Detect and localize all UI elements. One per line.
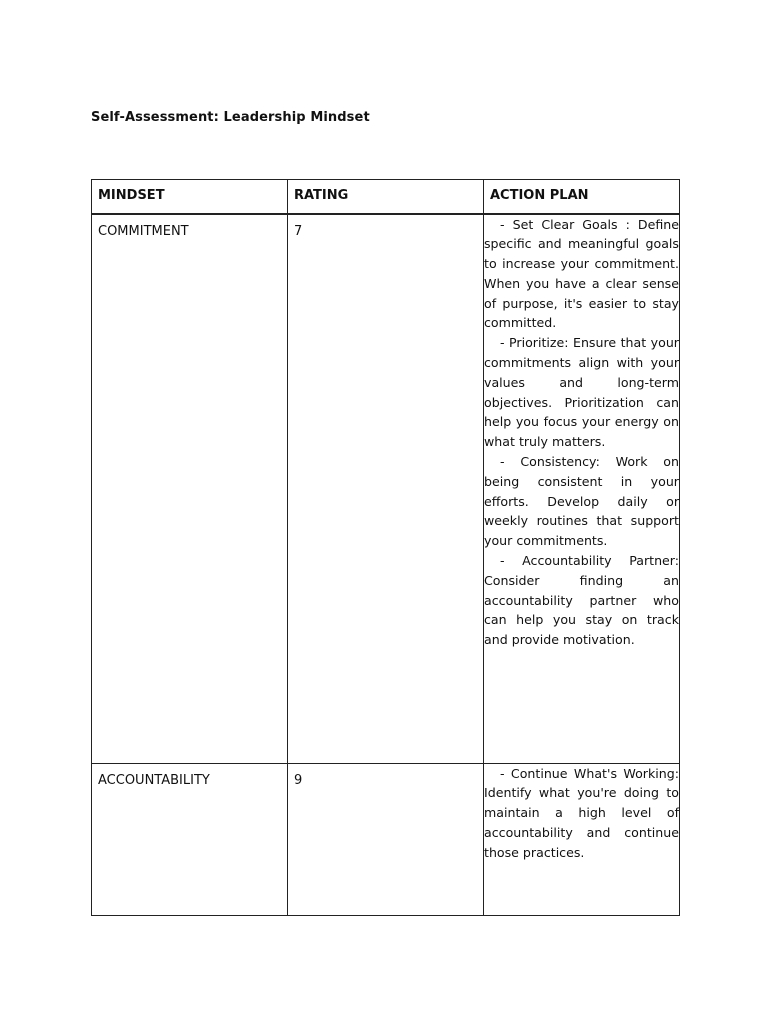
document-title: Self-Assessment: Leadership Mindset [91, 110, 370, 125]
action-plan-cell [484, 763, 680, 915]
mindset-cell [92, 763, 288, 915]
action-item: - Prioritize: Ensure that your commitments align with your values and long-term objectives. Prioritization can help you focus your energy on what truly matters. [484, 335, 679, 450]
rating-value: 9 [294, 772, 303, 788]
column-header-mindset: MINDSET [92, 180, 288, 214]
action-item: - Accountability Partner: Consider finding an accountability partner who can help you stay on track and provide motivation. [484, 553, 679, 648]
rating-cell [288, 763, 484, 915]
table-header-row [92, 180, 680, 214]
rating-cell [288, 214, 484, 764]
table-row [92, 214, 680, 764]
column-header-rating: RATING [288, 180, 484, 214]
rating-value: 7 [294, 223, 303, 239]
action-plan-cell [484, 214, 680, 764]
action-item: - Consistency: Work on being consistent in your efforts. Develop daily or weekly routines that support your commitments. [484, 454, 679, 549]
assessment-table [91, 179, 680, 916]
mindset-label: ACCOUNTABILITY [98, 772, 210, 788]
mindset-label: COMMITMENT [98, 223, 189, 239]
action-item: - Set Clear Goals : Define specific and meaningful goals to increase your commitment. When you have a clear sense of purpose, it's easier to stay committed. [484, 216, 679, 331]
mindset-cell [92, 214, 288, 764]
table-row [92, 763, 680, 915]
column-header-action-plan: ACTION PLAN [484, 180, 680, 214]
action-item: - Continue What's Working: Identify what you're doing to maintain a high level of accountability and continue those practices. [484, 765, 679, 860]
